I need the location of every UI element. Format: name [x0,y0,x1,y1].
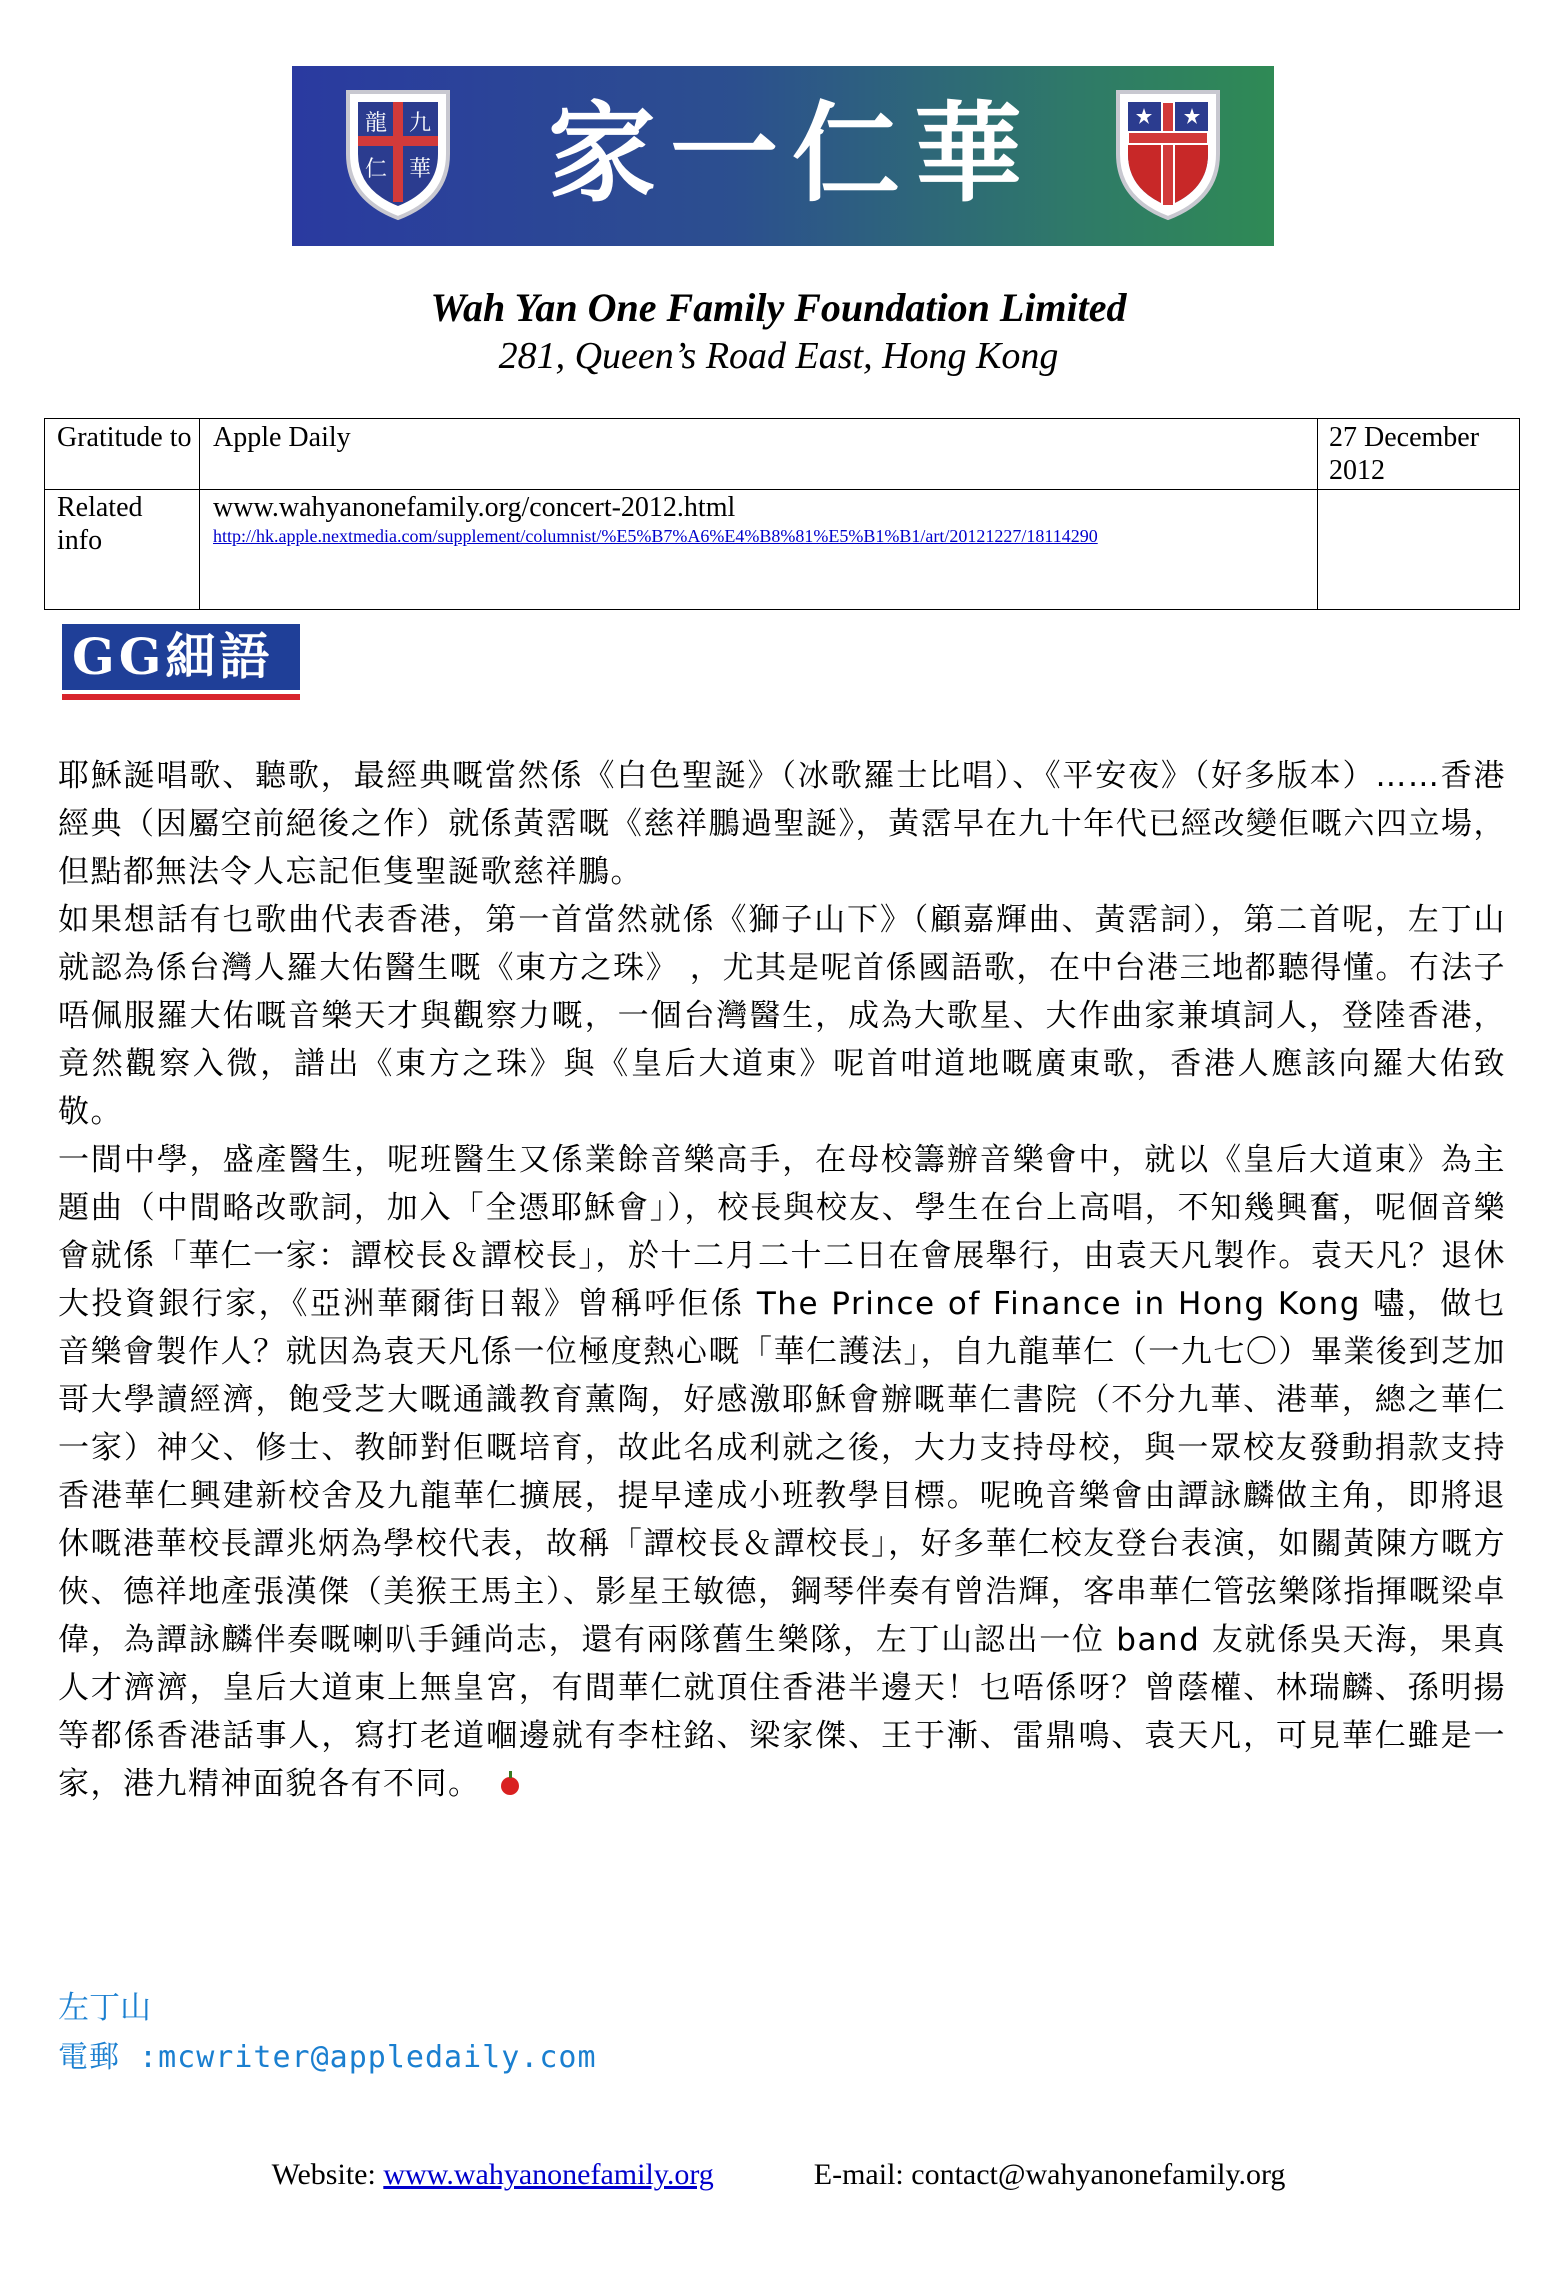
table-divider [199,419,200,609]
article-paragraph-text: 一間中學，盛產醫生，呢班醫生又係業餘音樂高手，在母校籌辦音樂會中，就以《皇后大道東》為主題曲（中間略改歌詞，加入「全憑耶穌會」），校長與校友、學生在台上高唱，不知幾興奮，呢個音樂會就係「華仁一家：譚校長＆譚校長」，於十二月二十二日在會展舉行，由袁天凡製作。袁天凡？退休大投資銀行家，《亞洲華爾街日報》曾稱呼佢係 The Prince of Finance in Hong Kong 嚍，做乜音樂會製作人？就因為袁天凡係一位極度熱心嘅「華仁護法」，自九龍華仁（一九七〇）畢業後到芝加哥大學讀經濟，飽受芝大嘅通識教育薰陶，好感激耶穌會辦嘅華仁書院（不分九華、港華，總之華仁一家）神父、修士、教師對佢嘅培育，故此名成利就之後，大力支持母校，與一眾校友發動捐款支持香港華仁興建新校舍及九龍華仁擴展，提早達成小班教學目標。呢晚音樂會由譚詠麟做主角，即將退休嘅港華校長譚兆炳為學校代表，故稱「譚校長＆譚校長」，好多華仁校友登台表演，如關黃陳方嘅方俠、德祥地產張漢傑（美猴王馬主）、影星王敏德，鋼琴伴奏有曾浩輝，客串華仁管弦樂隊指揮嘅梁卓偉，為譚詠麟伴奏嘅喇叭手鍾尚志，還有兩隊舊生樂隊，左丁山認出一位 band 友就係吳天海，果真人才濟濟，皇后大道東上無皇宮，有間華仁就頂住香港半邊天！乜唔係呀？曾蔭權、林瑞麟、孫明揚等都係香港話事人，寫打老道嗰邊就有李柱銘、梁家傑、王于漸、雷鼎鳴、袁天凡，可見華仁雖是一家，港九精神面貌各有不同。 [58,1142,1506,1802]
organization-name: Wah Yan One Family Foundation Limited [430,285,1127,330]
crest-char-2: 九 [408,111,432,136]
kowloon-wah-yan-crest-icon [340,84,456,224]
table-divider [45,489,1519,490]
gg-column-logo [62,624,300,706]
footer-website-label: Website: [271,2158,384,2191]
author-name: 左丁山 [58,1990,151,2026]
crest-char-3: 仁 [364,157,388,182]
table-divider [1317,419,1318,609]
gratitude-value: Apple Daily [213,422,351,453]
date-value: 27 December 2012 [1329,422,1480,486]
article-paragraph [58,1136,1506,1808]
header-banner [292,66,1274,246]
crest-char-4: 華 [408,157,432,182]
related-info-label: Related info [57,492,143,556]
gg-logo-text: GG細語 [62,624,300,690]
apple-daily-article-link[interactable]: http://hk.apple.nextmedia.com/supplement/columnist/%E5%B7%A6%E4%B8%81%E5%B1%B1/art/20121227/18114290 [213,526,1098,546]
info-table [44,418,1520,610]
banner-title: 家一仁華 [547,91,1036,217]
gratitude-label: Gratitude to [57,422,192,453]
article-body [58,752,1506,1808]
gg-logo-underline [62,694,300,700]
apple-icon [501,1777,519,1795]
organization-address: 281, Queen’s Road East, Hong Kong [498,335,1059,377]
article-paragraph: 耶穌誕唱歌、聽歌，最經典嘅當然係《白色聖誕》（冰歌羅士比唱）、《平安夜》（好多版本）……香港經典（因屬空前絕後之作）就係黃霑嘅《慈祥鵬過聖誕》，黃霑早在九十年代已經改變佢嘅六四立場，但點都無法令人忘記佢隻聖誕歌慈祥鵬。 [58,758,1506,890]
footer [0,2158,1557,2192]
author-email: 電郵 :mcwriter@appledaily.com [58,2040,597,2075]
concert-url-link[interactable]: www.wahyanonefamily.org/concert-2012.html [213,492,736,523]
footer-website-link[interactable]: www.wahyanonefamily.org [383,2158,714,2191]
article-paragraph: 如果想話有乜歌曲代表香港，第一首當然就係《獅子山下》（顧嘉輝曲、黃霑詞），第二首呢，左丁山就認為係台灣人羅大佑醫生嘅《東方之珠》 ，尤其是呢首係國語歌，在中台港三地都聽得懂。冇法子唔佩服羅大佑嘅音樂天才與觀察力嘅，一個台灣醫生，成為大歌星、大作曲家兼填詞人，登陸香港，竟然觀察入微，譜出《東方之珠》與《皇后大道東》呢首咁道地嘅廣東歌，香港人應該向羅大佑致敬。 [58,902,1506,1130]
hong-kong-wah-yan-crest-icon [1110,84,1226,224]
footer-email: E-mail: contact@wahyanonefamily.org [813,2158,1286,2191]
crest-char-1: 龍 [364,111,388,136]
